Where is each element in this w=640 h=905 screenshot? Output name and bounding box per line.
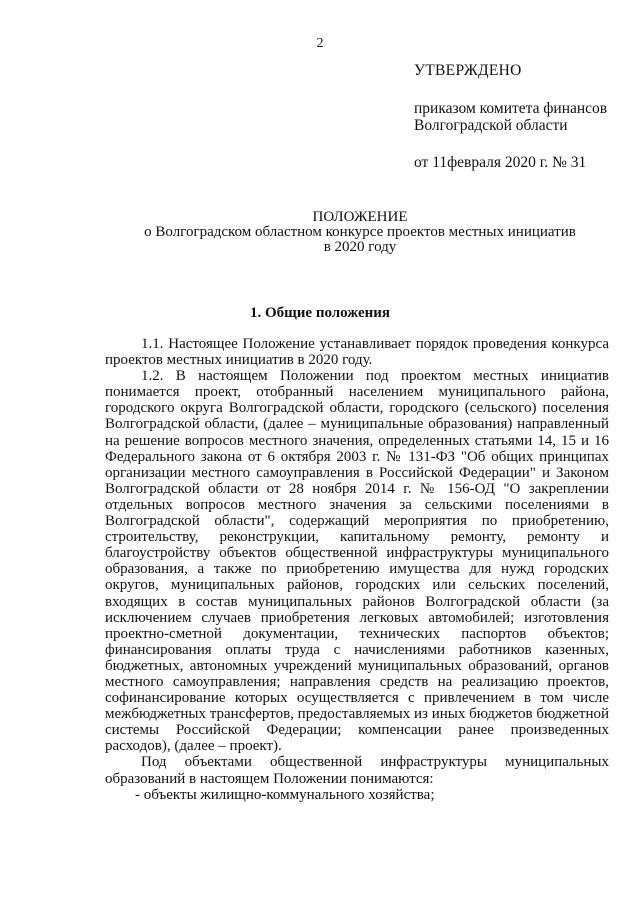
- paragraph-1-2: 1.2. В настоящем Положении под проектом местных инициатив понимается проект, отобранный населением муниципального района, городского округа Волгоградской области, городского (сельского) поселения Волгоградской области, (далее – муниципальные образования) направленный на решение вопросов местного значения, определенных статьями 14, 15 и 16 Федерального закона от 6 октября 2003 г. № 131-ФЗ "Об общих принципах организации местного самоуправления в Российской Федерации" и Законом Волгоградской области от 28 ноября 2014 г. № 156-ОД "О закреплении отдельных вопросов местного значения за сельскими поселениями в Волгоградской области", содержащий мероприятия по приобретению, строительству, реконструкции, капитальному ремонту, ремонту и благоустройству объектов общественной инфраструктуры муниципального образования, а также по приобретению имущества для нужд городских округов, муниципальных районов, городских или сельских поселений, входящих в состав муниципальных районов Волгоградской области (за исключением случаев приобретения легковых автомобилей; изготовления проектно-сметной документации, технических паспортов объектов; финансирования оплаты труда с начислениями работников казенных, бюджетных, автономных учреждений муниципальных образований, органов местного самоуправления; направления средств на реализацию проектов, софинансирование которых осуществляется с привлечением в том числе межбюджетных трансфертов, предоставляемых из иных бюджетов бюджетной системы Российской Федерации; компенсации ранее произведенных расходов), (далее – проект).: [105, 368, 609, 755]
- paragraph-objects: Под объектами общественной инфраструктуры муниципальных образований в настоящем Положении понимаются:: [105, 754, 609, 787]
- document-title: [100, 210, 620, 255]
- document-body: [105, 336, 609, 803]
- approval-heading: УТВЕРЖДЕНО: [414, 62, 522, 79]
- approval-line-1: приказом комитета финансов: [414, 100, 608, 117]
- page-number: 2: [316, 36, 324, 51]
- approval-stamp: [414, 62, 607, 171]
- paragraph-1-1: 1.1. Настоящее Положение устанавливает порядок проведения конкурса проектов местных инициатив в 2020 году.: [105, 336, 609, 369]
- approval-line-2: Волгоградской области: [414, 117, 568, 134]
- title-line-3: в 2020 году: [323, 239, 397, 255]
- section-heading: 1. Общие положения: [249, 305, 391, 321]
- list-item-housing: - объекты жилищно-коммунального хозяйства;: [135, 786, 435, 803]
- title-line-2: о Волгоградском областном конкурсе проектов местных инициатив: [144, 224, 576, 240]
- title-line-1: ПОЛОЖЕНИЕ: [312, 209, 408, 225]
- approval-date: от 11февраля 2020 г. № 31: [414, 154, 587, 171]
